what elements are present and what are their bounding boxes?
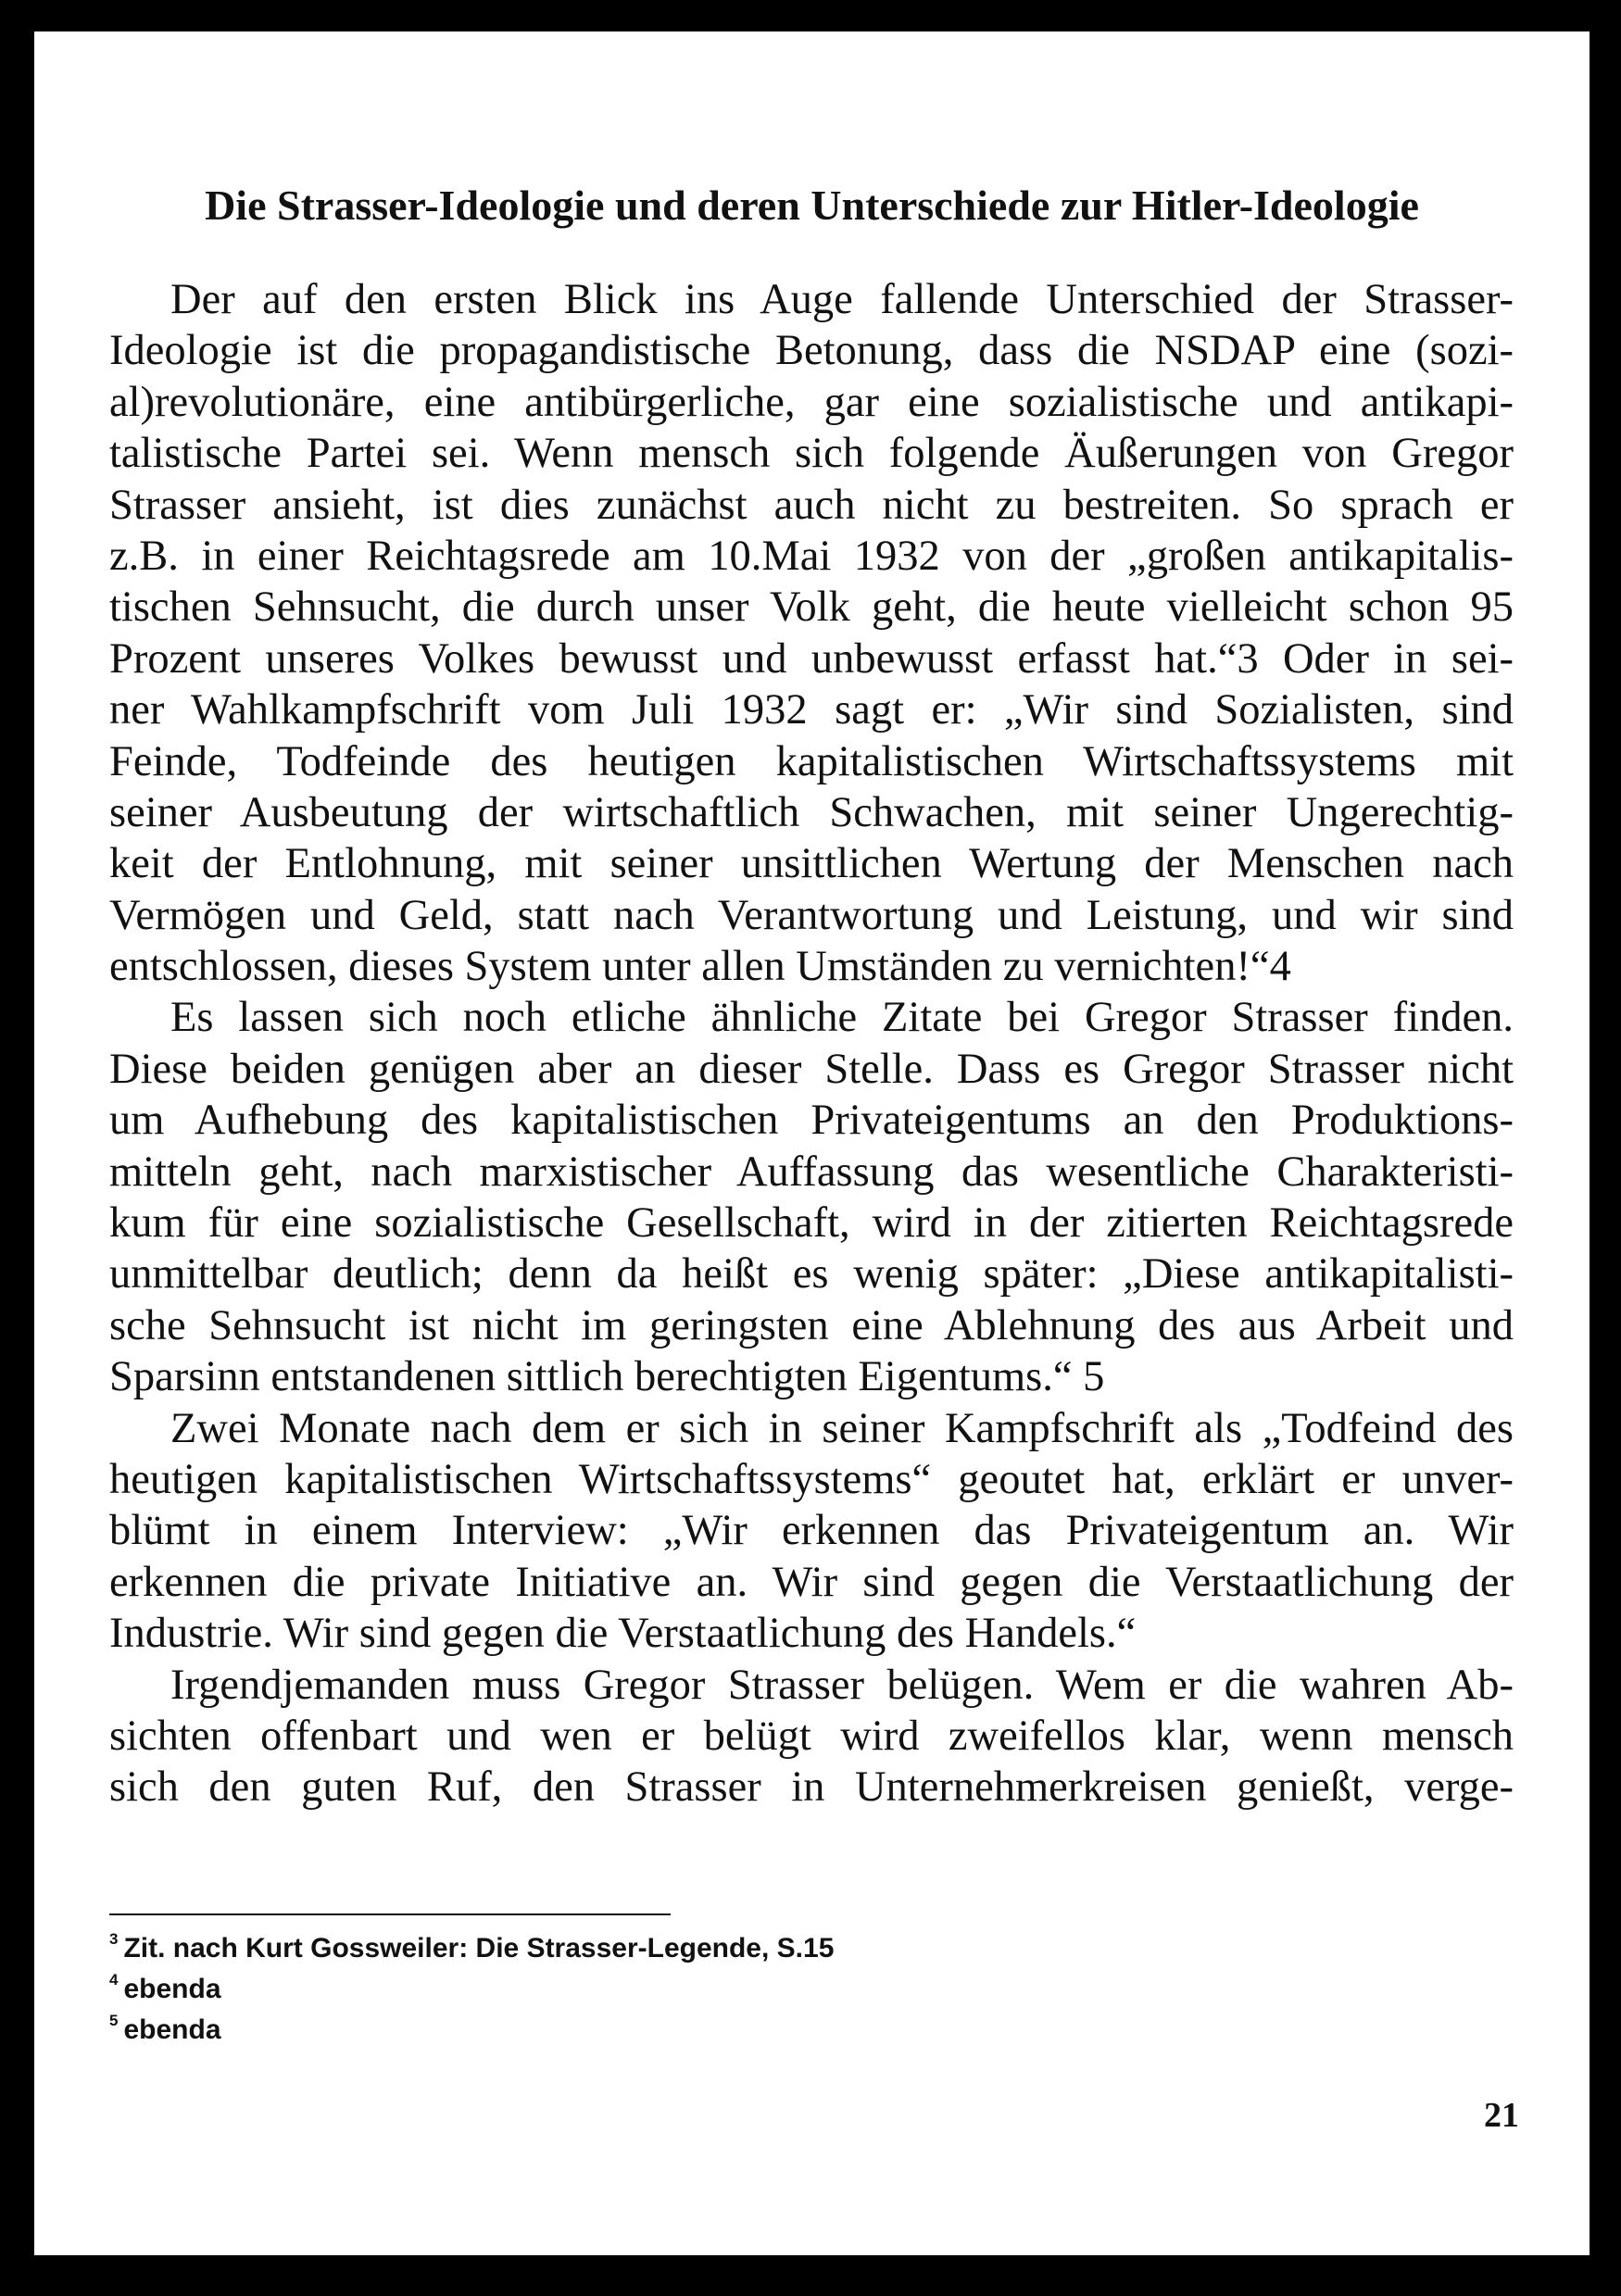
footnote-divider <box>109 1913 671 1915</box>
text-line: heutigen kapitalistischen Wirtschaftssystems“ geoutet hat, erklärt er unver- <box>109 1455 1514 1503</box>
text-line: entschlossen, dieses System unter allen Umständen zu vernichten!“4 <box>109 943 1291 991</box>
text-line: ner Wahlkampfschrift vom Juli 1932 sagt er: „Wir sind Sozialisten, sind <box>109 686 1514 734</box>
text-line: kum für eine sozialistische Gesellschaft, wird in der zitierten Reichtagsrede <box>109 1199 1514 1248</box>
chapter-title: Die Strasser-Ideologie und deren Unterschiede zur Hitler-Ideologie <box>205 182 1419 229</box>
text-line: al)revolutionäre, eine antibürgerliche, gar eine sozialistische und antikapi- <box>109 378 1514 426</box>
footnote-text: ebenda <box>123 2014 221 2045</box>
text-line: keit der Entlohnung, mit seiner unsittlichen Wertung der Menschen nach <box>109 840 1514 888</box>
page-number: 21 <box>1484 2096 1519 2135</box>
text-line: sich den guten Ruf, den Strasser in Unternehmerkreisen genießt, verge- <box>109 1763 1514 1812</box>
text-line: um Aufhebung des kapitalistischen Privateigentums an den Produktions- <box>109 1097 1514 1145</box>
text-line: mitteln geht, nach marxistischer Auffassung das wesentliche Charakteristi- <box>109 1148 1514 1196</box>
text-line: Vermögen und Geld, statt nach Verantwortung und Leistung, und wir sind <box>109 891 1514 939</box>
text-line: Industrie. Wir sind gegen die Verstaatlichung des Handels.“ <box>109 1610 1137 1658</box>
text-line: blümt in einem Interview: „Wir erkennen das Privateigentum an. Wir <box>109 1507 1514 1555</box>
text-line: sichten offenbart und wen er belügt wird zweifellos klar, wenn mensch <box>109 1712 1514 1760</box>
text-line: Diese beiden genügen aber an dieser Stelle. Dass es Gregor Strasser nicht <box>109 1045 1514 1093</box>
paragraph-3 <box>109 1403 1514 1660</box>
text-line: erkennen die private Initiative an. Wir sind gegen die Verstaatlichung der <box>109 1558 1514 1606</box>
footnote <box>109 2010 1221 2051</box>
text-line: Ideologie ist die propagandistische Betonung, dass die NSDAP eine (sozi- <box>109 327 1514 375</box>
text-line: Es lassen sich noch etliche ähnliche Zitate bei Gregor Strasser finden. <box>170 994 1514 1042</box>
footnote-text: ebenda <box>123 1974 221 2004</box>
text-line: Der auf den ersten Blick ins Auge fallende Unterschied der Strasser- <box>170 276 1514 323</box>
paragraph-1 <box>109 274 1514 992</box>
footnote-number: 5 <box>109 2012 119 2029</box>
footnotes <box>109 1928 1221 2051</box>
paragraph-2 <box>109 992 1514 1402</box>
text-line: seiner Ausbeutung der wirtschaftlich Schwachen, mit seiner Ungerechtig- <box>109 788 1514 836</box>
text-line: talistische Partei sei. Wenn mensch sich folgende Äußerungen von Gregor <box>109 430 1514 478</box>
footnote <box>109 1969 1221 2010</box>
text-line: Feinde, Todfeinde des heutigen kapitalistischen Wirtschaftssystems mit <box>109 737 1514 785</box>
text-line: tischen Sehnsucht, die durch unser Volk geht, die heute vielleicht schon 95 <box>109 583 1514 632</box>
footnote-number: 3 <box>109 1930 119 1948</box>
text-line: unmittelbar deutlich; denn da heißt es wenig später: „Diese antikapitalisti- <box>109 1250 1514 1299</box>
body-text <box>109 274 1514 1813</box>
footnote-text: Zit. nach Kurt Gossweiler: Die Strasser-Legende, S.15 <box>123 1933 835 1964</box>
text-line: Irgendjemanden muss Gregor Strasser belügen. Wem er die wahren Ab- <box>170 1661 1514 1709</box>
paragraph-4 <box>109 1660 1514 1813</box>
text-line: Prozent unseres Volkes bewusst und unbewusst erfasst hat.“3 Oder in sei- <box>109 634 1514 683</box>
footnote <box>109 1928 1221 1969</box>
text-line: sche Sehnsucht ist nicht im geringsten eine Ablehnung des aus Arbeit und <box>109 1301 1514 1349</box>
footnote-number: 4 <box>109 1971 119 1989</box>
text-line: Sparsinn entstandenen sittlich berechtigten Eigentums.“ 5 <box>109 1353 1105 1401</box>
text-line: z.B. in einer Reichtagsrede am 10.Mai 1932 von der „großen antikapitalis- <box>109 532 1514 580</box>
book-page <box>34 31 1590 2255</box>
text-line: Strasser ansieht, ist dies zunächst auch nicht zu bestreiten. So sprach er <box>109 481 1514 529</box>
text-line: Zwei Monate nach dem er sich in seiner Kampfschrift als „Todfeind des <box>170 1404 1514 1452</box>
